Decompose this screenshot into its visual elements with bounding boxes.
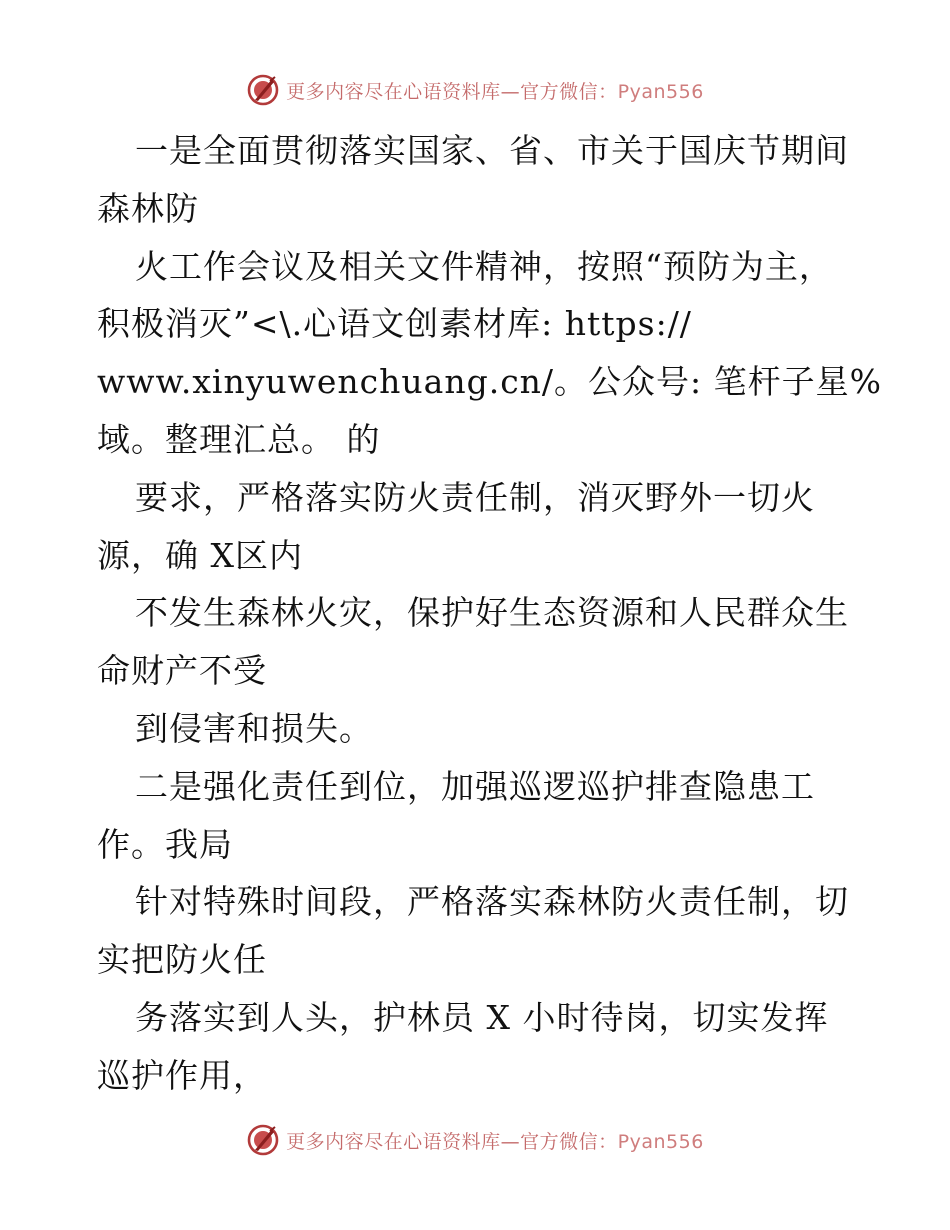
text-line: 积极消灭”<\.心语文创素材库: https:// — [97, 304, 692, 344]
text-line: 到侵害和损失。 — [135, 708, 373, 748]
text-line: 不发生森林火灾，保护好生态资源和人民群众生 — [135, 593, 849, 633]
text-line: 森林防 — [97, 188, 199, 228]
text-line: 火工作会议及相关文件精神，按照“预防为主， — [135, 246, 833, 286]
text-line: 实把防火任 — [97, 940, 267, 980]
text-line: 针对特殊时间段，严格落实森林防火责任制，切 — [135, 882, 849, 922]
text-line: 务落实到人头，护林员 X 小时待岗，切实发挥 — [135, 997, 829, 1037]
document-body — [97, 122, 883, 1105]
quill-seal-logo-icon — [246, 73, 280, 107]
header-watermark-text: 更多内容尽在心语资料库—官方微信：Pyan556 — [286, 80, 704, 103]
footer-watermark-banner — [0, 1120, 950, 1160]
text-line: 源，确 X区内 — [97, 535, 303, 575]
text-line: www.xinyuwenchuang.cn/。公众号: 笔杆子星% — [97, 362, 883, 402]
text-line: 作。我局 — [97, 824, 233, 864]
text-line: 二是强化责任到位，加强巡逻巡护排查隐患工 — [135, 766, 815, 806]
text-line: 命财产不受 — [97, 651, 267, 691]
text-line: 要求，严格落实防火责任制，消灭野外一切火 — [135, 477, 815, 517]
header-watermark-banner — [0, 70, 950, 110]
quill-seal-logo-icon — [246, 1123, 280, 1157]
footer-watermark-text: 更多内容尽在心语资料库—官方微信：Pyan556 — [286, 1130, 704, 1153]
text-line: 域。整理汇总。 的 — [97, 419, 381, 459]
text-line: 一是全面贯彻落实国家、省、市关于国庆节期间 — [135, 131, 849, 170]
text-line: 巡护作用， — [97, 1055, 267, 1095]
